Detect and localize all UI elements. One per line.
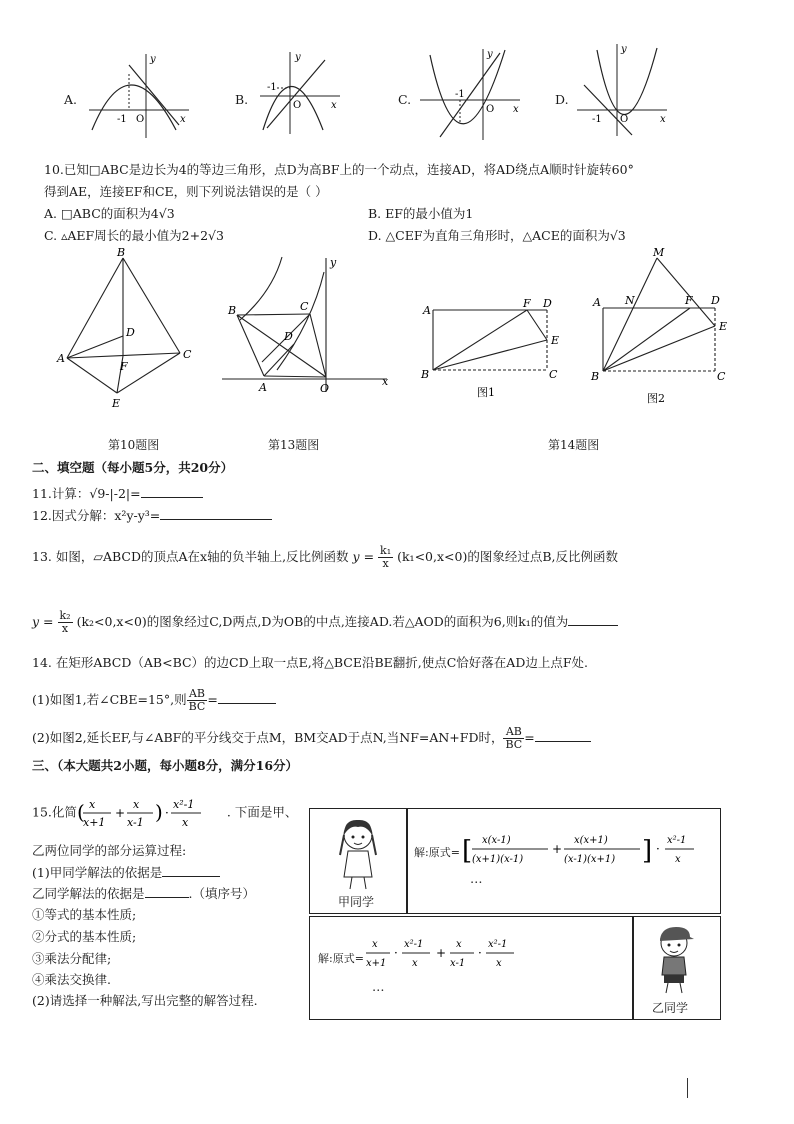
point-d: D bbox=[711, 294, 720, 307]
q12 bbox=[32, 507, 272, 524]
svg-text:x: x bbox=[372, 939, 378, 950]
svg-text:x(x-1): x(x-1) bbox=[482, 835, 511, 846]
ab-over-bc: $\frac{AB}{BC}$ bbox=[188, 687, 206, 713]
page-mark bbox=[687, 1078, 688, 1098]
point-d: D bbox=[543, 297, 552, 310]
yi-solution-prefix: 解:原式= bbox=[318, 952, 364, 965]
section-3-title: 三、（本大题共2小题，每小题8分，满分16分） bbox=[32, 758, 299, 773]
q13-y1: y = bbox=[352, 549, 375, 564]
option-b-label: B. bbox=[235, 92, 249, 107]
yi-basis-blank[interactable] bbox=[145, 885, 189, 898]
svg-text:x²-1: x²-1 bbox=[172, 798, 195, 811]
q11-answer-blank[interactable] bbox=[141, 485, 203, 498]
yi-solution-box bbox=[309, 916, 721, 1020]
svg-text:x²-1: x²-1 bbox=[667, 835, 687, 846]
point-b: B bbox=[228, 304, 237, 317]
point-c: C bbox=[300, 300, 309, 313]
svg-text:x-1: x-1 bbox=[126, 816, 144, 829]
svg-text:x²-1: x²-1 bbox=[404, 939, 424, 950]
q14-2-answer-blank[interactable] bbox=[535, 729, 591, 742]
x-axis-label: x bbox=[331, 100, 337, 111]
svg-text:+: + bbox=[114, 806, 125, 820]
svg-text:x-1: x-1 bbox=[450, 958, 466, 969]
q13-cond1: (k₁<0,x<0)的图象经过点B,反比例函数 bbox=[397, 549, 618, 564]
jia-label: 甲同学 bbox=[338, 895, 375, 909]
q13-line2 bbox=[32, 610, 618, 635]
yi-dots: … bbox=[372, 979, 385, 994]
point-a: A bbox=[259, 381, 267, 394]
figure-q13 bbox=[222, 252, 397, 397]
point-e: E bbox=[551, 334, 560, 347]
q14-part2: (2)如图2,延长EF,与∠ABF的平分线交于点M，BM交AD于点N,当NF=AN+FD时， $\frac{AB}{BC}$ = bbox=[32, 726, 591, 751]
figure-q14-2 bbox=[585, 248, 735, 408]
y-axis-label: y bbox=[295, 52, 301, 63]
point-b: B bbox=[117, 248, 126, 259]
graph-option-c bbox=[415, 45, 525, 145]
svg-text:x+1: x+1 bbox=[366, 958, 387, 969]
q15-opt3: ③乘法分配律; bbox=[32, 951, 112, 966]
graph-option-d bbox=[572, 40, 672, 140]
q13-y2: y = bbox=[32, 614, 54, 629]
q12-text: 12.因式分解：x²y-y³= bbox=[32, 508, 161, 523]
q13-line1 bbox=[32, 545, 618, 570]
yi-label: 乙同学 bbox=[652, 1001, 689, 1015]
point-c: C bbox=[183, 348, 192, 361]
graph-option-a bbox=[84, 50, 194, 140]
point-a: A bbox=[57, 352, 65, 365]
point-b: B bbox=[421, 368, 430, 381]
jia-solution-box bbox=[309, 808, 721, 914]
point-c: C bbox=[717, 370, 726, 383]
x-axis-label: x bbox=[660, 114, 666, 125]
q15-suffix: . 下面是甲、 bbox=[226, 804, 298, 820]
q14-part1: (1)如图1,若∠CBE=15°,则 $\frac{AB}{BC}$ = bbox=[32, 688, 276, 713]
q11 bbox=[32, 485, 203, 502]
q10-option-a: A. □ABC的面积为4√3 bbox=[44, 206, 175, 221]
q15-l5: (2)请选择一种解法,写出完整的解答过程. bbox=[32, 993, 258, 1008]
svg-text:·: · bbox=[656, 842, 660, 856]
svg-text:(x+1)(x-1): (x+1)(x-1) bbox=[472, 854, 524, 865]
y-axis-label: y bbox=[150, 54, 156, 65]
svg-text:]: ] bbox=[642, 836, 653, 866]
svg-text:·: · bbox=[478, 946, 482, 960]
svg-text:x: x bbox=[496, 958, 502, 969]
point-e: E bbox=[112, 397, 121, 410]
jia-solution-prefix: 解:原式= bbox=[414, 846, 460, 859]
svg-text:+: + bbox=[552, 842, 563, 856]
q14-1-answer-blank[interactable] bbox=[218, 691, 276, 704]
point-m: M bbox=[653, 248, 665, 259]
q15-prefix: 15.化简 bbox=[32, 804, 77, 820]
point-d: D bbox=[126, 326, 135, 339]
svg-text:x²-1: x²-1 bbox=[488, 939, 508, 950]
jia-solution-expression bbox=[462, 825, 712, 877]
origin-label: O bbox=[136, 114, 145, 125]
svg-text:(x-1)(x+1): (x-1)(x+1) bbox=[564, 854, 616, 865]
q13-answer-blank[interactable] bbox=[568, 613, 618, 626]
option-c-label: C. bbox=[398, 92, 412, 107]
q15-opt2: ②分式的基本性质; bbox=[32, 929, 137, 944]
svg-text:x: x bbox=[456, 939, 462, 950]
q10-option-b: B. EF的最小值为1 bbox=[368, 206, 474, 221]
point-d: D bbox=[284, 330, 293, 343]
svg-text:x: x bbox=[88, 798, 96, 811]
y-axis-label: y bbox=[330, 256, 337, 269]
origin-label: O bbox=[293, 100, 302, 111]
girl-avatar bbox=[332, 815, 384, 891]
option-a-label: A. bbox=[64, 92, 78, 107]
q10-option-d: D. △CEF为直角三角形时，△ACE的面积为√3 bbox=[368, 228, 626, 243]
jia-basis-blank[interactable] bbox=[162, 864, 220, 877]
q12-answer-blank[interactable] bbox=[160, 507, 272, 520]
q14-p1-text: (1)如图1,若∠CBE=15°,则 bbox=[32, 692, 187, 707]
q15-expression bbox=[77, 795, 227, 831]
svg-text:x(x+1): x(x+1) bbox=[574, 835, 608, 846]
jia-dots: … bbox=[470, 871, 483, 886]
minus-one-label: -1 bbox=[455, 89, 465, 100]
minus-one-label: -1 bbox=[592, 114, 602, 125]
q14-stem: 14. 在矩形ABCD（AB<BC）的边CD上取一点E,将△BCE沿BE翻折,使点C恰好落在AD边上点F处. bbox=[32, 655, 589, 670]
point-a: A bbox=[423, 304, 431, 317]
point-b: B bbox=[591, 370, 600, 383]
svg-text:): ) bbox=[154, 800, 163, 824]
svg-text:x: x bbox=[132, 798, 140, 811]
q15-line2: 乙两位同学的部分运算过程: bbox=[32, 843, 187, 858]
section-2-title: 二、填空题（每小题5分，共20分） bbox=[32, 460, 234, 475]
q15-l4: 乙同学解法的依据是 .（填序号） bbox=[32, 886, 255, 901]
ab-over-bc-2: $\frac{AB}{BC}$ bbox=[505, 725, 523, 751]
minus-one-label: -1 bbox=[267, 82, 277, 93]
q15-line1 bbox=[32, 795, 297, 831]
svg-text:+: + bbox=[436, 946, 447, 960]
q14-p2-text: (2)如图2,延长EF,与∠ABF的平分线交于点M，BM交AD于点N,当NF=AN+FD时， bbox=[32, 730, 504, 745]
svg-text:·: · bbox=[164, 806, 169, 820]
origin-label: O bbox=[320, 382, 330, 395]
fig2-label: 图2 bbox=[647, 392, 665, 405]
q15-opt1: ①等式的基本性质; bbox=[32, 907, 137, 922]
point-f: F bbox=[523, 297, 531, 310]
point-f: F bbox=[120, 360, 128, 373]
point-n: N bbox=[625, 294, 635, 307]
k1-over-x: $\frac{\text{k₁}}{x}$ bbox=[380, 544, 392, 570]
point-c: C bbox=[549, 368, 558, 381]
point-f: F bbox=[685, 294, 693, 307]
boy-avatar bbox=[650, 921, 700, 995]
origin-label: O bbox=[486, 104, 495, 115]
yi-solution-expression bbox=[366, 933, 546, 977]
svg-text:x: x bbox=[181, 816, 189, 829]
point-e: E bbox=[719, 320, 728, 333]
figure-q10 bbox=[55, 248, 210, 413]
fig1-label: 图1 bbox=[477, 386, 495, 399]
svg-text:x: x bbox=[675, 854, 681, 865]
svg-text:·: · bbox=[394, 946, 398, 960]
caption-q13: 第13题图 bbox=[268, 438, 320, 452]
q10-line1: 10.已知□ABC是边长为4的等边三角形，点D为高BF上的一个动点，连接AD，将AD绕点A顺时针旋转60° bbox=[44, 162, 634, 177]
q15-l3: (1)甲同学解法的依据是 bbox=[32, 864, 220, 881]
q13-cond2: (k₂<0,x<0)的图象经过C,D两点,D为OB的中点,连接AD.若△AOD的面积为6,则k₁的值为 bbox=[76, 614, 569, 629]
figure-q14-1 bbox=[415, 292, 565, 402]
graph-option-b bbox=[255, 48, 345, 138]
svg-text:(: ( bbox=[76, 800, 85, 824]
q15-opt4: ④乘法交换律. bbox=[32, 972, 111, 987]
caption-q10: 第10题图 bbox=[108, 438, 160, 452]
q10-option-c: C. ▵AEF周长的最小值为2+2√3 bbox=[44, 228, 224, 243]
q13-part1: 13. 如图，▱ABCD的顶点A在x轴的负半轴上,反比例函数 bbox=[32, 549, 349, 564]
x-axis-label: x bbox=[180, 114, 186, 125]
x-axis-label: x bbox=[513, 104, 519, 115]
minus-one-label: -1 bbox=[117, 114, 127, 125]
svg-text:[: [ bbox=[462, 836, 473, 866]
y-axis-label: y bbox=[621, 44, 627, 55]
q11-text: 11.计算：√9-|-2|= bbox=[32, 486, 141, 501]
k2-over-x: $\frac{\text{k₂}}{x}$ bbox=[59, 609, 71, 635]
svg-text:x+1: x+1 bbox=[82, 816, 106, 829]
x-axis-label: x bbox=[382, 375, 389, 388]
option-d-label: D. bbox=[555, 92, 569, 107]
svg-text:x: x bbox=[412, 958, 418, 969]
y-axis-label: y bbox=[487, 49, 493, 60]
origin-label: O bbox=[620, 114, 629, 125]
caption-q14: 第14题图 bbox=[548, 438, 600, 452]
point-a: A bbox=[593, 296, 601, 309]
q10-line2: 得到AE，连接EF和CE，则下列说法错误的是（ ） bbox=[44, 184, 328, 199]
